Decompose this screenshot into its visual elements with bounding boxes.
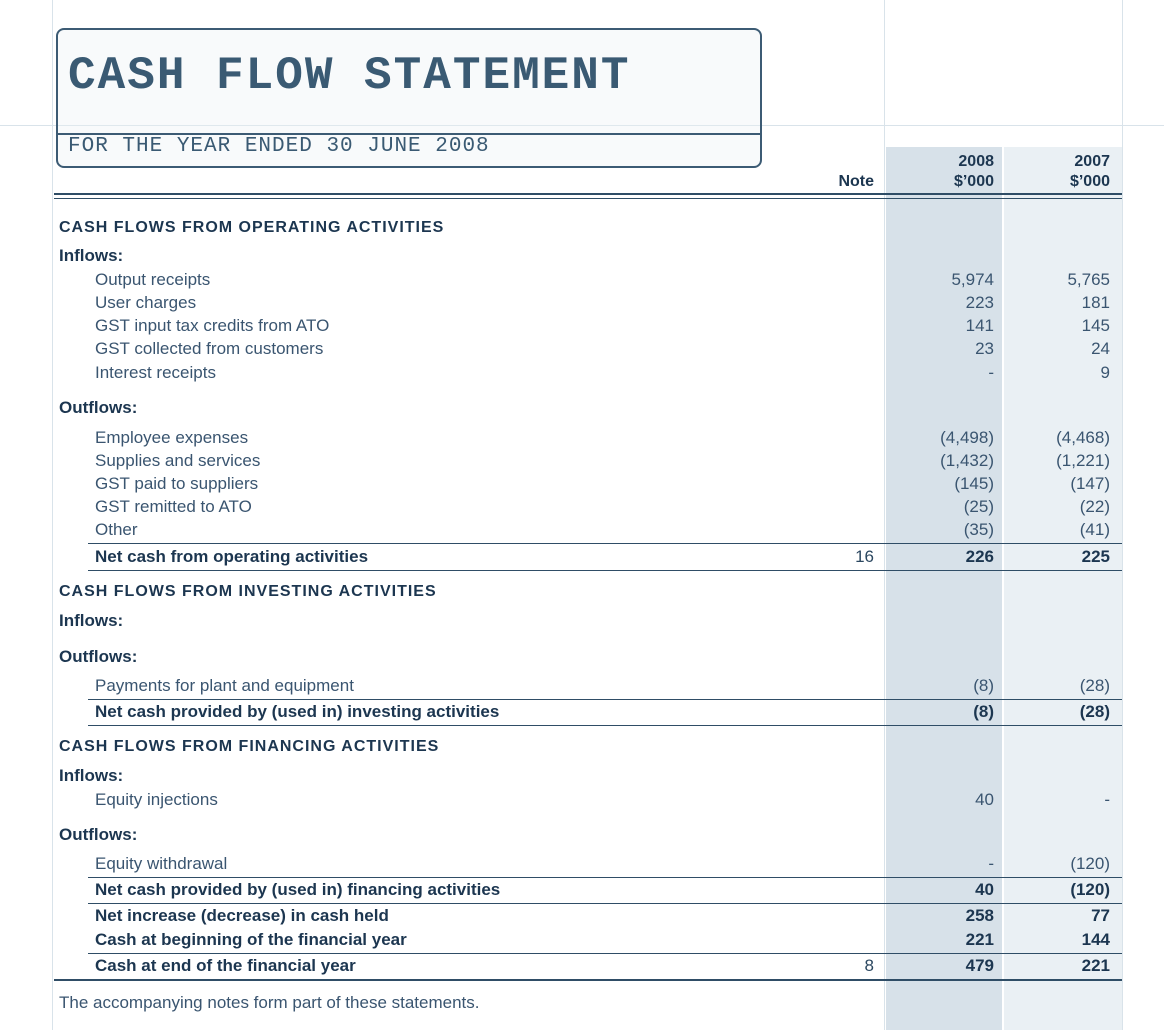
operating-section-heading: CASH FLOWS FROM OPERATING ACTIVITIES bbox=[59, 219, 445, 236]
table-row bbox=[0, 315, 1164, 337]
table-row bbox=[0, 269, 1164, 291]
final-rule bbox=[54, 979, 1122, 981]
subheading-row bbox=[0, 397, 1164, 419]
table-row bbox=[0, 496, 1164, 518]
rule-above-total bbox=[88, 953, 1122, 954]
financing-outflows-label: Outflows: bbox=[59, 825, 138, 844]
rule-below-total bbox=[88, 903, 1122, 904]
investing-inflows-label: Inflows: bbox=[59, 611, 124, 630]
value-2007: 145 bbox=[1081, 316, 1110, 335]
table-row bbox=[0, 427, 1164, 449]
row-label: GST remitted to ATO bbox=[95, 497, 252, 516]
rule-below-total bbox=[88, 570, 1122, 571]
value-2007: 24 bbox=[1091, 339, 1110, 358]
table-row bbox=[0, 450, 1164, 472]
value-2008: 221 bbox=[965, 930, 994, 949]
table-row bbox=[0, 362, 1164, 384]
financing-section-heading: CASH FLOWS FROM FINANCING ACTIVITIES bbox=[59, 738, 440, 755]
row-label: Supplies and services bbox=[95, 451, 261, 470]
value-2007: 144 bbox=[1081, 930, 1110, 949]
total-row bbox=[0, 546, 1164, 568]
total-label: Cash at beginning of the financial year bbox=[95, 930, 407, 949]
total-label: Net cash from operating activities bbox=[95, 547, 369, 566]
rule-above-total bbox=[88, 877, 1122, 878]
total-row bbox=[0, 955, 1164, 977]
section-heading-row bbox=[0, 217, 1164, 239]
value-2008: 40 bbox=[975, 790, 994, 809]
total-row bbox=[0, 701, 1164, 723]
subheading-row bbox=[0, 610, 1164, 632]
value-2007: (1,221) bbox=[1056, 451, 1110, 470]
total-label: Net cash provided by (used in) financing activities bbox=[95, 880, 501, 899]
value-2007: 5,765 bbox=[1067, 270, 1110, 289]
financing-inflows-label: Inflows: bbox=[59, 766, 124, 785]
note-reference: 8 bbox=[864, 956, 874, 975]
row-label: Equity injections bbox=[95, 790, 218, 809]
page-title: CASH FLOW STATEMENT bbox=[68, 50, 631, 102]
total-label: Cash at end of the financial year bbox=[95, 956, 356, 975]
row-label: Interest receipts bbox=[95, 363, 216, 382]
value-2008: 40 bbox=[975, 880, 994, 899]
value-2007: - bbox=[1104, 790, 1110, 809]
subheading-row bbox=[0, 824, 1164, 846]
table-row bbox=[0, 292, 1164, 314]
investing-section-heading: CASH FLOWS FROM INVESTING ACTIVITIES bbox=[59, 583, 437, 600]
row-label: GST collected from customers bbox=[95, 339, 324, 358]
operating-outflows-label: Outflows: bbox=[59, 398, 138, 417]
value-2007: (41) bbox=[1079, 520, 1110, 539]
row-label: Other bbox=[95, 520, 138, 539]
value-2008: 258 bbox=[965, 906, 994, 925]
footnote: The accompanying notes form part of these statements. bbox=[59, 993, 480, 1012]
investing-outflows-label: Outflows: bbox=[59, 647, 138, 666]
total-label: Net cash provided by (used in) investing activities bbox=[95, 702, 500, 721]
rule-above-total bbox=[88, 543, 1122, 544]
value-2008: 479 bbox=[965, 956, 994, 975]
rule-below-total bbox=[88, 725, 1122, 726]
row-label: GST paid to suppliers bbox=[95, 474, 259, 493]
table-row bbox=[0, 853, 1164, 875]
value-2008: (8) bbox=[973, 676, 994, 695]
value-2008: 5,974 bbox=[951, 270, 994, 289]
table-row bbox=[0, 473, 1164, 495]
value-2008: (25) bbox=[963, 497, 994, 516]
subheading-row bbox=[0, 765, 1164, 787]
note-reference: 16 bbox=[855, 547, 874, 566]
row-label: Output receipts bbox=[95, 270, 211, 289]
table-row bbox=[0, 338, 1164, 360]
total-row bbox=[0, 929, 1164, 951]
value-2007: (22) bbox=[1079, 497, 1110, 516]
row-label: User charges bbox=[95, 293, 197, 312]
year-2007-header: 2007 bbox=[1074, 153, 1110, 170]
value-2007: (4,468) bbox=[1056, 428, 1110, 447]
value-2008: 23 bbox=[975, 339, 994, 358]
row-label: GST input tax credits from ATO bbox=[95, 316, 330, 335]
value-2008: - bbox=[988, 854, 994, 873]
value-2007: (120) bbox=[1070, 854, 1110, 873]
value-2007: 181 bbox=[1081, 293, 1110, 312]
total-row bbox=[0, 905, 1164, 927]
section-heading-row bbox=[0, 736, 1164, 758]
value-2008: 223 bbox=[965, 293, 994, 312]
table-row bbox=[0, 675, 1164, 697]
value-2007: 9 bbox=[1100, 363, 1110, 382]
operating-inflows-label: Inflows: bbox=[59, 246, 124, 265]
total-label: Net increase (decrease) in cash held bbox=[95, 906, 389, 925]
year-2007-unit-header: $’000 bbox=[1069, 173, 1110, 190]
value-2008: - bbox=[988, 363, 994, 382]
value-2008: (145) bbox=[954, 474, 994, 493]
value-2008: 226 bbox=[965, 547, 994, 566]
value-2007: (120) bbox=[1070, 880, 1110, 899]
total-row bbox=[0, 879, 1164, 901]
value-2007: (28) bbox=[1079, 676, 1110, 695]
year-2008-header: 2008 bbox=[958, 153, 994, 170]
value-2007: 77 bbox=[1091, 906, 1110, 925]
year-2008-unit-header: $’000 bbox=[953, 173, 994, 190]
table-row bbox=[0, 519, 1164, 541]
header-rule-top bbox=[54, 193, 1122, 195]
value-2007: 221 bbox=[1081, 956, 1110, 975]
value-2008: (35) bbox=[963, 520, 994, 539]
value-2008: 141 bbox=[965, 316, 994, 335]
note-column-header: Note bbox=[838, 173, 874, 190]
section-heading-row bbox=[0, 581, 1164, 603]
row-label: Equity withdrawal bbox=[95, 854, 228, 873]
value-2007: 225 bbox=[1081, 547, 1110, 566]
subheading-row bbox=[0, 646, 1164, 668]
value-2007: (147) bbox=[1070, 474, 1110, 493]
row-label: Employee expenses bbox=[95, 428, 249, 447]
value-2008: (8) bbox=[973, 702, 994, 721]
table-row bbox=[0, 789, 1164, 811]
value-2008: (4,498) bbox=[940, 428, 994, 447]
value-2007: (28) bbox=[1079, 702, 1110, 721]
header-rule-bottom bbox=[54, 198, 1122, 199]
subheading-row bbox=[0, 245, 1164, 267]
row-label: Payments for plant and equipment bbox=[95, 676, 354, 695]
page-subtitle: FOR THE YEAR ENDED 30 JUNE 2008 bbox=[68, 135, 490, 158]
rule-above-total bbox=[88, 699, 1122, 700]
value-2008: (1,432) bbox=[940, 451, 994, 470]
